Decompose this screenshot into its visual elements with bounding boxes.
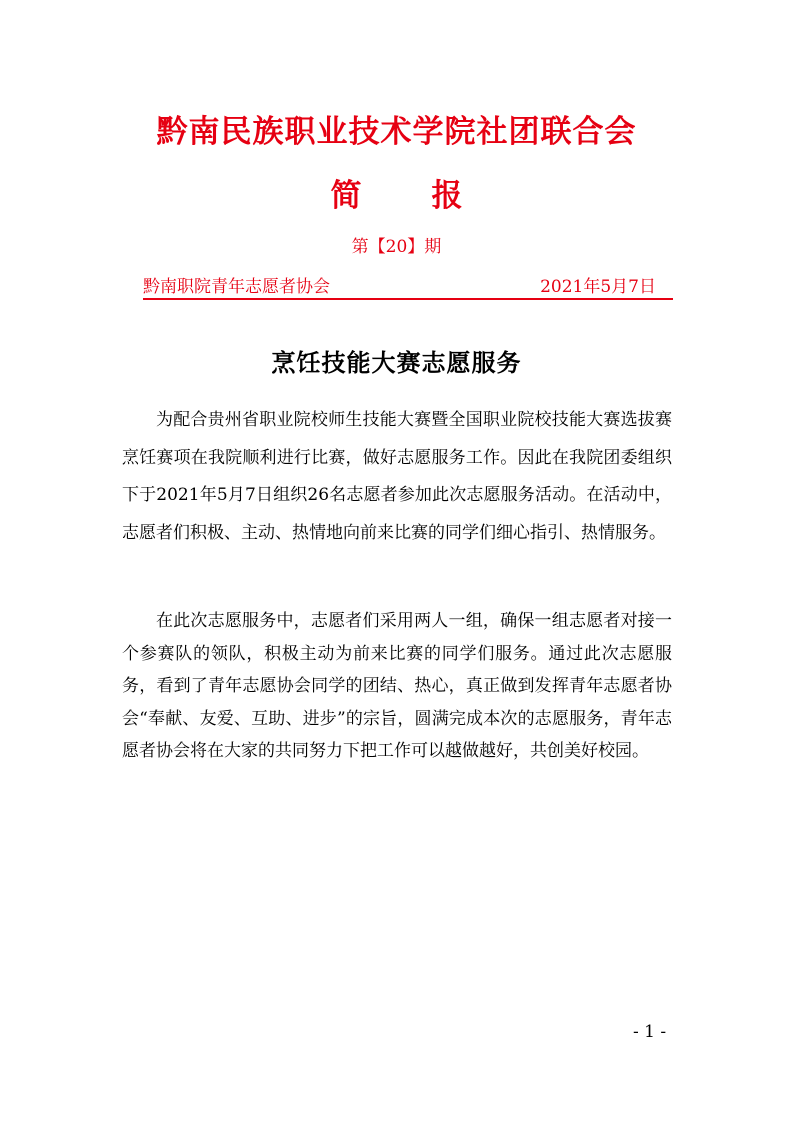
publisher: 黔南职院青年志愿者协会 xyxy=(143,277,330,297)
organization-title: 黔南民族职业技术学院社团联合会 xyxy=(156,114,637,150)
bulletin-title-char-2: 报 xyxy=(431,178,463,214)
article-paragraph-1: 为配合贵州省职业院校师生技能大赛暨全国职业院校技能大赛选拔赛烹饪赛项在我院顺利进行比赛，做好志愿服务工作。因此在我院团委组织下于2021年5月7日组织26名志愿者参加此次志愿服务活动。在活动中，志愿者们积极、主动、热情地向前来比赛的同学们细心指引、热情服务。 xyxy=(122,410,672,543)
article-title: 烹饪技能大赛志愿服务 xyxy=(271,349,522,377)
issue-number: 第【20】期 xyxy=(351,237,442,257)
publisher-date-row xyxy=(143,272,673,296)
article-paragraph-2: 在此次志愿服务中，志愿者们采用两人一组，确保一组志愿者对接一个参赛队的领队，积极主动为前来比赛的同学们服务。通过此次志愿服务，看到了青年志愿协会同学的团结、热心，真正做到发挥青年志愿者协会“奉献、友爱、互助、进步”的宗旨，圆满完成本次的志愿服务，青年志愿者协会将在大家的共同努力下把工作可以越做越好，共创美好校园。 xyxy=(122,611,672,762)
header-divider xyxy=(143,298,673,300)
bulletin-title-char-1: 简 xyxy=(330,178,362,214)
bulletin-title xyxy=(0,170,793,215)
page-number: - 1 - xyxy=(633,1022,667,1042)
publish-date: 2021年5月7日 xyxy=(540,277,656,297)
